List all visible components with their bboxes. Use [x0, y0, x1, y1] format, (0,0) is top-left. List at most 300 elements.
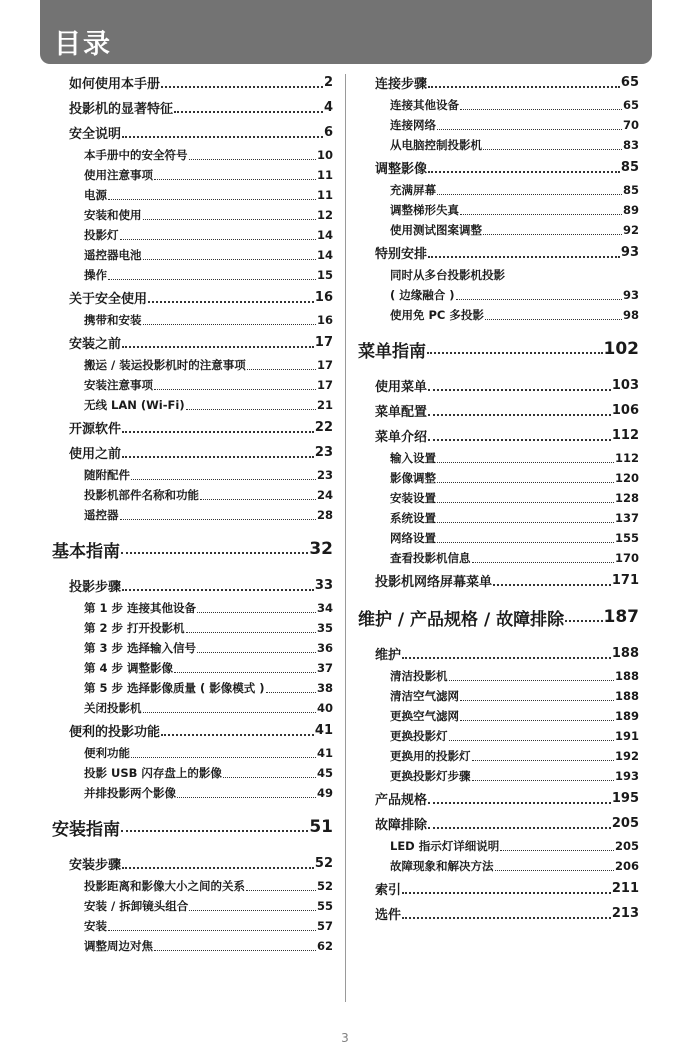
toc-entry-title: 并排投影两个影像: [84, 786, 176, 800]
toc-entry-title: 携带和安装: [84, 313, 142, 327]
dot-leader: [428, 414, 611, 416]
toc-entry-section[interactable]: [358, 373, 639, 398]
toc-entry-title: 投影机网络屏幕菜单: [375, 575, 493, 590]
dot-leader: [186, 409, 316, 410]
toc-entry-section[interactable]: [358, 876, 639, 901]
toc-entry-subsection[interactable]: [358, 135, 639, 155]
toc-entry-title: 安装: [84, 919, 107, 933]
toc-entry-page: 103: [611, 378, 639, 393]
toc-entry-page: 15: [316, 268, 333, 282]
dot-leader: [122, 136, 323, 138]
toc-entry-subsection[interactable]: [52, 698, 333, 718]
toc-entry-page: 62: [316, 939, 333, 953]
toc-entry-section[interactable]: [52, 440, 333, 465]
toc-entry-title: 菜单介绍: [375, 430, 428, 445]
toc-entry-title: 安装设置: [390, 491, 436, 505]
toc-entry-page: 21: [316, 398, 333, 412]
toc-entry-title-continued: ( 边缘融合 ): [390, 288, 455, 302]
dot-leader: [131, 757, 316, 758]
toc-entry-subsection[interactable]: [358, 856, 639, 876]
toc-entry-section[interactable]: [52, 330, 333, 355]
toc-entry-page: 89: [622, 203, 639, 217]
toc-entry-title: 投影距离和影像大小之间的关系: [84, 879, 245, 893]
dot-leader: [246, 890, 316, 891]
dot-leader: [120, 519, 316, 520]
toc-entry-title: 基本指南: [52, 541, 120, 562]
toc-entry-title: 安装注意事项: [84, 378, 153, 392]
toc-entry-page: 23: [314, 445, 333, 460]
dot-leader: [483, 149, 622, 150]
toc-entry-page: 45: [316, 766, 333, 780]
toc-entry-title: 投影 USB 闪存盘上的影像: [84, 766, 222, 780]
toc-entry-subsection[interactable]: [358, 180, 639, 200]
dot-leader: [472, 780, 614, 781]
toc-entry-section[interactable]: [52, 120, 333, 145]
toc-entry-page: 40: [316, 701, 333, 715]
toc-entry-page: 112: [611, 428, 639, 443]
toc-entry-title: 特别安排: [375, 247, 428, 262]
dot-leader: [402, 657, 611, 659]
toc-entry-chapter[interactable]: [358, 599, 639, 635]
toc-entry-page: 170: [614, 551, 639, 565]
toc-entry-subsection[interactable]: [52, 618, 333, 638]
toc-entry-page: 2: [323, 75, 333, 90]
dot-leader: [143, 219, 316, 220]
toc-entry-title: 选件: [375, 908, 402, 923]
toc-entry-page: 213: [611, 906, 639, 921]
toc-entry-page: 65: [622, 98, 639, 112]
toc-entry-title: 第 1 步 连接其他设备: [84, 601, 197, 615]
dot-leader: [108, 279, 316, 280]
dot-leader: [428, 256, 620, 258]
toc-entry-title: 安全说明: [69, 127, 122, 142]
toc-entry-title: 安装和使用: [84, 208, 142, 222]
toc-entry-section[interactable]: [358, 240, 639, 265]
toc-entry-page: 55: [316, 899, 333, 913]
dot-leader: [108, 930, 316, 931]
toc-entry-title: 遥控器电池: [84, 248, 142, 262]
toc-entry-subsection[interactable]: [52, 395, 333, 415]
toc-entry-page: 70: [622, 118, 639, 132]
toc-entry-title: 随附配件: [84, 468, 130, 482]
dot-leader: [437, 462, 614, 463]
toc-entry-page: 85: [622, 183, 639, 197]
toc-entry-title: 搬运 / 装运投影机时的注意事项: [84, 358, 246, 372]
dot-leader: [437, 542, 614, 543]
toc-entry-page: 41: [316, 746, 333, 760]
dot-leader: [122, 589, 314, 591]
toc-entry-subsection[interactable]: [52, 245, 333, 265]
toc-entry-page: 211: [611, 881, 639, 896]
toc-entry-title: 投影机的显著特征: [69, 102, 174, 117]
toc-entry-page: 92: [622, 223, 639, 237]
toc-entry-page: 205: [611, 816, 639, 831]
toc-entry-section[interactable]: [358, 70, 639, 95]
toc-entry-page: 128: [614, 491, 639, 505]
toc-entry-subsection[interactable]: [358, 666, 639, 686]
toc-entry-page: 83: [622, 138, 639, 152]
dot-leader: [428, 86, 620, 88]
toc-entry-subsection[interactable]: [358, 265, 639, 305]
dot-leader: [483, 234, 622, 235]
toc-entry-subsection[interactable]: [358, 726, 639, 746]
toc-entry-page: 24: [316, 488, 333, 502]
toc-entry-title: 索引: [375, 883, 402, 898]
toc-entry-subsection[interactable]: [358, 115, 639, 135]
toc-entry-title: 调整影像: [375, 162, 428, 177]
toc-entry-page: 22: [314, 420, 333, 435]
toc-entry-section[interactable]: [52, 573, 333, 598]
dot-leader: [197, 612, 316, 613]
toc-entry-page: 188: [614, 689, 639, 703]
toc-entry-title: 便利的投影功能: [69, 725, 161, 740]
dot-leader: [472, 760, 614, 761]
toc-entry-page: 16: [316, 313, 333, 327]
toc-entry-chapter[interactable]: [52, 531, 333, 567]
toc-entry-page: 192: [614, 749, 639, 763]
toc-entry-title: 投影步骤: [69, 580, 122, 595]
toc-entry-page: 102: [603, 339, 639, 359]
toc-entry-page: 23: [316, 468, 333, 482]
dot-leader: [189, 910, 316, 911]
toc-entry-title: 无线 LAN (Wi-Fi): [84, 398, 185, 412]
toc-entry-subsection[interactable]: [52, 185, 333, 205]
page-number: 3: [341, 1031, 349, 1045]
toc-entry-subsection[interactable]: [358, 746, 639, 766]
toc-entry-title: 遥控器: [84, 508, 119, 522]
toc-entry-title: 安装指南: [52, 819, 120, 840]
dot-leader: [428, 171, 620, 173]
dot-leader: [161, 86, 323, 88]
toc-entry-page: 14: [316, 228, 333, 242]
toc-entry-page: 4: [323, 100, 333, 115]
dot-leader: [485, 319, 622, 320]
toc-entry-title: 连接网络: [390, 118, 436, 132]
dot-leader: [437, 482, 614, 483]
toc-entry-page: 52: [316, 879, 333, 893]
toc-entry-page: 137: [614, 511, 639, 525]
toc-entry-chapter[interactable]: [358, 331, 639, 367]
toc-entry-title: 菜单指南: [358, 341, 426, 362]
toc-entry-page: 191: [614, 729, 639, 743]
toc-entry-title: 系统设置: [390, 511, 436, 525]
toc-entry-page: 35: [316, 621, 333, 635]
dot-leader: [428, 439, 611, 441]
toc-entry-page: 206: [614, 859, 639, 873]
toc-entry-page: 11: [316, 188, 333, 202]
toc-entry-title: 故障排除: [375, 818, 428, 833]
dot-leader: [493, 584, 611, 586]
toc-entry-chapter[interactable]: [52, 809, 333, 845]
toc-entry-subsection[interactable]: [52, 876, 333, 896]
toc-entry-page: 12: [316, 208, 333, 222]
toc-entry-subsection[interactable]: [358, 200, 639, 220]
dot-leader: [437, 129, 622, 130]
toc-entry-subsection[interactable]: [52, 783, 333, 803]
toc-entry-page: 17: [316, 378, 333, 392]
toc-entry-title: 同时从多台投影机投影: [390, 268, 505, 282]
dot-leader: [456, 299, 622, 300]
dot-leader: [437, 502, 614, 503]
toc-entry-title: 如何使用本手册: [69, 77, 161, 92]
toc-entry-title: 更换投影灯步骤: [390, 769, 471, 783]
toc-entry-page: 155: [614, 531, 639, 545]
column-divider: [345, 74, 346, 1002]
dot-leader: [266, 692, 316, 693]
toc-entry-title: 清洁空气滤网: [390, 689, 459, 703]
toc-entry-section[interactable]: [52, 95, 333, 120]
dot-leader: [143, 712, 316, 713]
toc-entry-subsection[interactable]: [52, 638, 333, 658]
toc-entry-page: 187: [603, 607, 639, 627]
toc-entry-title: 第 2 步 打开投影机: [84, 621, 185, 635]
toc-entry-page: 112: [614, 451, 639, 465]
toc-entry-title: 使用测试图案调整: [390, 223, 482, 237]
dot-leader: [154, 179, 316, 180]
toc-entry-section[interactable]: [52, 285, 333, 310]
toc-entry-section[interactable]: [358, 423, 639, 448]
dot-leader: [437, 194, 622, 195]
toc-entry-subsection[interactable]: [358, 488, 639, 508]
toc-entry-title: LED 指示灯详细说明: [390, 839, 500, 853]
toc-entry-title: 安装 / 拆卸镜头组合: [84, 899, 189, 913]
dot-leader: [154, 389, 316, 390]
toc-entry-page: 85: [620, 160, 639, 175]
dot-leader: [121, 830, 308, 832]
toc-entry-page: 49: [316, 786, 333, 800]
toc-entry-title: 菜单配置: [375, 405, 428, 420]
toc-entry-subsection[interactable]: [52, 265, 333, 285]
toc-entry-subsection[interactable]: [52, 678, 333, 698]
toc-entry-title: 使用免 PC 多投影: [390, 308, 484, 322]
toc-entry-subsection[interactable]: [52, 598, 333, 618]
dot-leader: [186, 632, 316, 633]
toc-entry-title: 充满屏幕: [390, 183, 436, 197]
dot-leader: [247, 369, 316, 370]
dot-leader: [402, 892, 611, 894]
toc-entry-subsection[interactable]: [52, 145, 333, 165]
toc-entry-title: 网络设置: [390, 531, 436, 545]
toc-entry-title: 输入设置: [390, 451, 436, 465]
toc-entry-title: 维护 / 产品规格 / 故障排除: [358, 609, 565, 630]
dot-leader: [495, 870, 614, 871]
dot-leader: [122, 431, 314, 433]
toc-entry-section[interactable]: [52, 851, 333, 876]
toc-entry-title: 维护: [375, 648, 402, 663]
toc-entry-subsection[interactable]: [52, 896, 333, 916]
dot-leader: [200, 499, 316, 500]
toc-entry-section[interactable]: [358, 155, 639, 180]
toc-entry-title: 使用注意事项: [84, 168, 153, 182]
dot-leader: [122, 867, 314, 869]
toc-entry-page: 93: [620, 245, 639, 260]
toc-entry-title: 使用之前: [69, 447, 122, 462]
toc-entry-section[interactable]: [52, 718, 333, 743]
toc-entry-subsection[interactable]: [52, 505, 333, 525]
toc-entry-page: 17: [316, 358, 333, 372]
toc-entry-subsection[interactable]: [52, 225, 333, 245]
dot-leader: [428, 802, 611, 804]
dot-leader: [223, 777, 316, 778]
toc-entry-subsection[interactable]: [358, 220, 639, 240]
dot-leader: [143, 259, 316, 260]
toc-entry-title: 操作: [84, 268, 107, 282]
page-title: 目录: [54, 29, 112, 60]
toc-entry-page: 205: [614, 839, 639, 853]
toc-entry-subsection[interactable]: [52, 205, 333, 225]
toc-entry-subsection[interactable]: [358, 468, 639, 488]
toc-entry-subsection[interactable]: [52, 743, 333, 763]
toc-entry-title: 更换用的投影灯: [390, 749, 471, 763]
dot-leader: [122, 456, 314, 458]
toc-entry-title: 第 3 步 选择输入信号: [84, 641, 197, 655]
toc-entry-page: 10: [316, 148, 333, 162]
toc-entry-page: 41: [314, 723, 333, 738]
header-bar: [40, 0, 652, 64]
toc-entry-title: 关闭投影机: [84, 701, 142, 715]
dot-leader: [428, 389, 611, 391]
toc-entry-section[interactable]: [358, 901, 639, 926]
toc-entry-section[interactable]: [358, 398, 639, 423]
toc-entry-subsection[interactable]: [358, 766, 639, 786]
dot-leader: [449, 680, 614, 681]
toc-entry-section[interactable]: [52, 415, 333, 440]
dot-leader: [148, 301, 314, 303]
toc-entry-page: 93: [622, 288, 639, 302]
toc-entry-title: 故障现象和解决方法: [390, 859, 494, 873]
toc-entry-title: 更换投影灯: [390, 729, 448, 743]
toc-entry-subsection[interactable]: [358, 305, 639, 325]
toc-entry-page: 6: [323, 125, 333, 140]
dot-leader: [472, 562, 614, 563]
dot-leader: [500, 850, 614, 851]
toc-entry-title: 从电脑控制投影机: [390, 138, 482, 152]
toc-entry-page: 120: [614, 471, 639, 485]
toc-entry-title: 便利功能: [84, 746, 130, 760]
dot-leader: [161, 734, 314, 736]
toc-entry-row: [390, 285, 639, 305]
dot-leader: [197, 652, 316, 653]
toc-entry-page: 37: [316, 661, 333, 675]
dot-leader: [143, 324, 316, 325]
toc-entry-subsection[interactable]: [52, 375, 333, 395]
toc-entry-subsection[interactable]: [358, 548, 639, 568]
toc-entry-title: 安装之前: [69, 337, 122, 352]
toc-entry-title: 更换空气滤网: [390, 709, 459, 723]
dot-leader: [154, 950, 316, 951]
toc-entry-page: 189: [614, 709, 639, 723]
toc-entry-title: 第 5 步 选择影像质量 ( 影像模式 ): [84, 681, 265, 695]
toc-entry-title: 查看投影机信息: [390, 551, 471, 565]
toc-entry-title: 清洁投影机: [390, 669, 448, 683]
toc-entry-page: 193: [614, 769, 639, 783]
toc-entry-subsection[interactable]: [358, 508, 639, 528]
toc-entry-subsection[interactable]: [358, 448, 639, 468]
dot-leader: [131, 479, 316, 480]
toc-entry-page: 188: [614, 669, 639, 683]
toc-entry-subsection[interactable]: [52, 165, 333, 185]
toc-entry-page: 65: [620, 75, 639, 90]
dot-leader: [460, 214, 622, 215]
dot-leader: [449, 740, 614, 741]
toc-entry-section[interactable]: [358, 641, 639, 666]
toc-entry-subsection[interactable]: [52, 355, 333, 375]
toc-entry-page: 33: [314, 578, 333, 593]
toc-entry-section[interactable]: [358, 786, 639, 811]
toc-entry-section[interactable]: [358, 811, 639, 836]
toc-entry-section[interactable]: [358, 568, 639, 593]
toc-entry-subsection[interactable]: [52, 485, 333, 505]
toc-entry-section[interactable]: [52, 70, 333, 95]
toc-entry-title: 本手册中的安全符号: [84, 148, 188, 162]
toc-entry-page: 28: [316, 508, 333, 522]
dot-leader: [174, 672, 316, 673]
dot-leader: [460, 109, 622, 110]
toc-entry-title: 开源软件: [69, 422, 122, 437]
toc-entry-subsection[interactable]: [52, 465, 333, 485]
dot-leader: [121, 552, 308, 554]
toc-entry-page: 16: [314, 290, 333, 305]
dot-leader: [460, 720, 614, 721]
dot-leader: [108, 199, 316, 200]
toc-entry-page: 98: [622, 308, 639, 322]
toc-entry-page: 52: [314, 856, 333, 871]
toc-entry-subsection[interactable]: [358, 95, 639, 115]
dot-leader: [428, 827, 611, 829]
toc-entry-title: 连接其他设备: [390, 98, 459, 112]
toc-entry-page: 11: [316, 168, 333, 182]
dot-leader: [174, 111, 323, 113]
dot-leader: [565, 620, 602, 622]
dot-leader: [122, 346, 314, 348]
dot-leader: [189, 159, 316, 160]
toc-entry-page: 17: [314, 335, 333, 350]
dot-leader: [460, 700, 614, 701]
dot-leader: [120, 239, 316, 240]
toc-entry-page: 14: [316, 248, 333, 262]
toc-entry-title: 关于安全使用: [69, 292, 148, 307]
toc-column-left: [52, 70, 333, 956]
toc-entry-title: 影像调整: [390, 471, 436, 485]
dot-leader: [437, 522, 614, 523]
toc-entry-subsection[interactable]: [358, 686, 639, 706]
toc-entry-page: 38: [316, 681, 333, 695]
toc-entry-subsection[interactable]: [358, 706, 639, 726]
toc-entry-page: 32: [309, 539, 333, 559]
toc-entry-subsection[interactable]: [52, 658, 333, 678]
toc-entry-title: 电源: [84, 188, 107, 202]
toc-column-right: [358, 70, 639, 926]
toc-entry-page: 36: [316, 641, 333, 655]
dot-leader: [177, 797, 316, 798]
toc-entry-title: 使用菜单: [375, 380, 428, 395]
toc-entry-title: 连接步骤: [375, 77, 428, 92]
toc-entry-page: 51: [309, 817, 333, 837]
toc-entry-title: 产品规格: [375, 793, 428, 808]
toc-entry-page: 34: [316, 601, 333, 615]
toc-entry-title: 调整周边对焦: [84, 939, 153, 953]
toc-entry-subsection[interactable]: [358, 528, 639, 548]
toc-entry-title: 投影机部件名称和功能: [84, 488, 199, 502]
toc-entry-subsection[interactable]: [52, 310, 333, 330]
dot-leader: [427, 352, 603, 354]
toc-entry-subsection[interactable]: [52, 916, 333, 936]
toc-entry-subsection[interactable]: [358, 836, 639, 856]
toc-entry-subsection[interactable]: [52, 936, 333, 956]
toc-entry-subsection[interactable]: [52, 763, 333, 783]
toc-entry-title: 投影灯: [84, 228, 119, 242]
toc-entry-page: 57: [316, 919, 333, 933]
